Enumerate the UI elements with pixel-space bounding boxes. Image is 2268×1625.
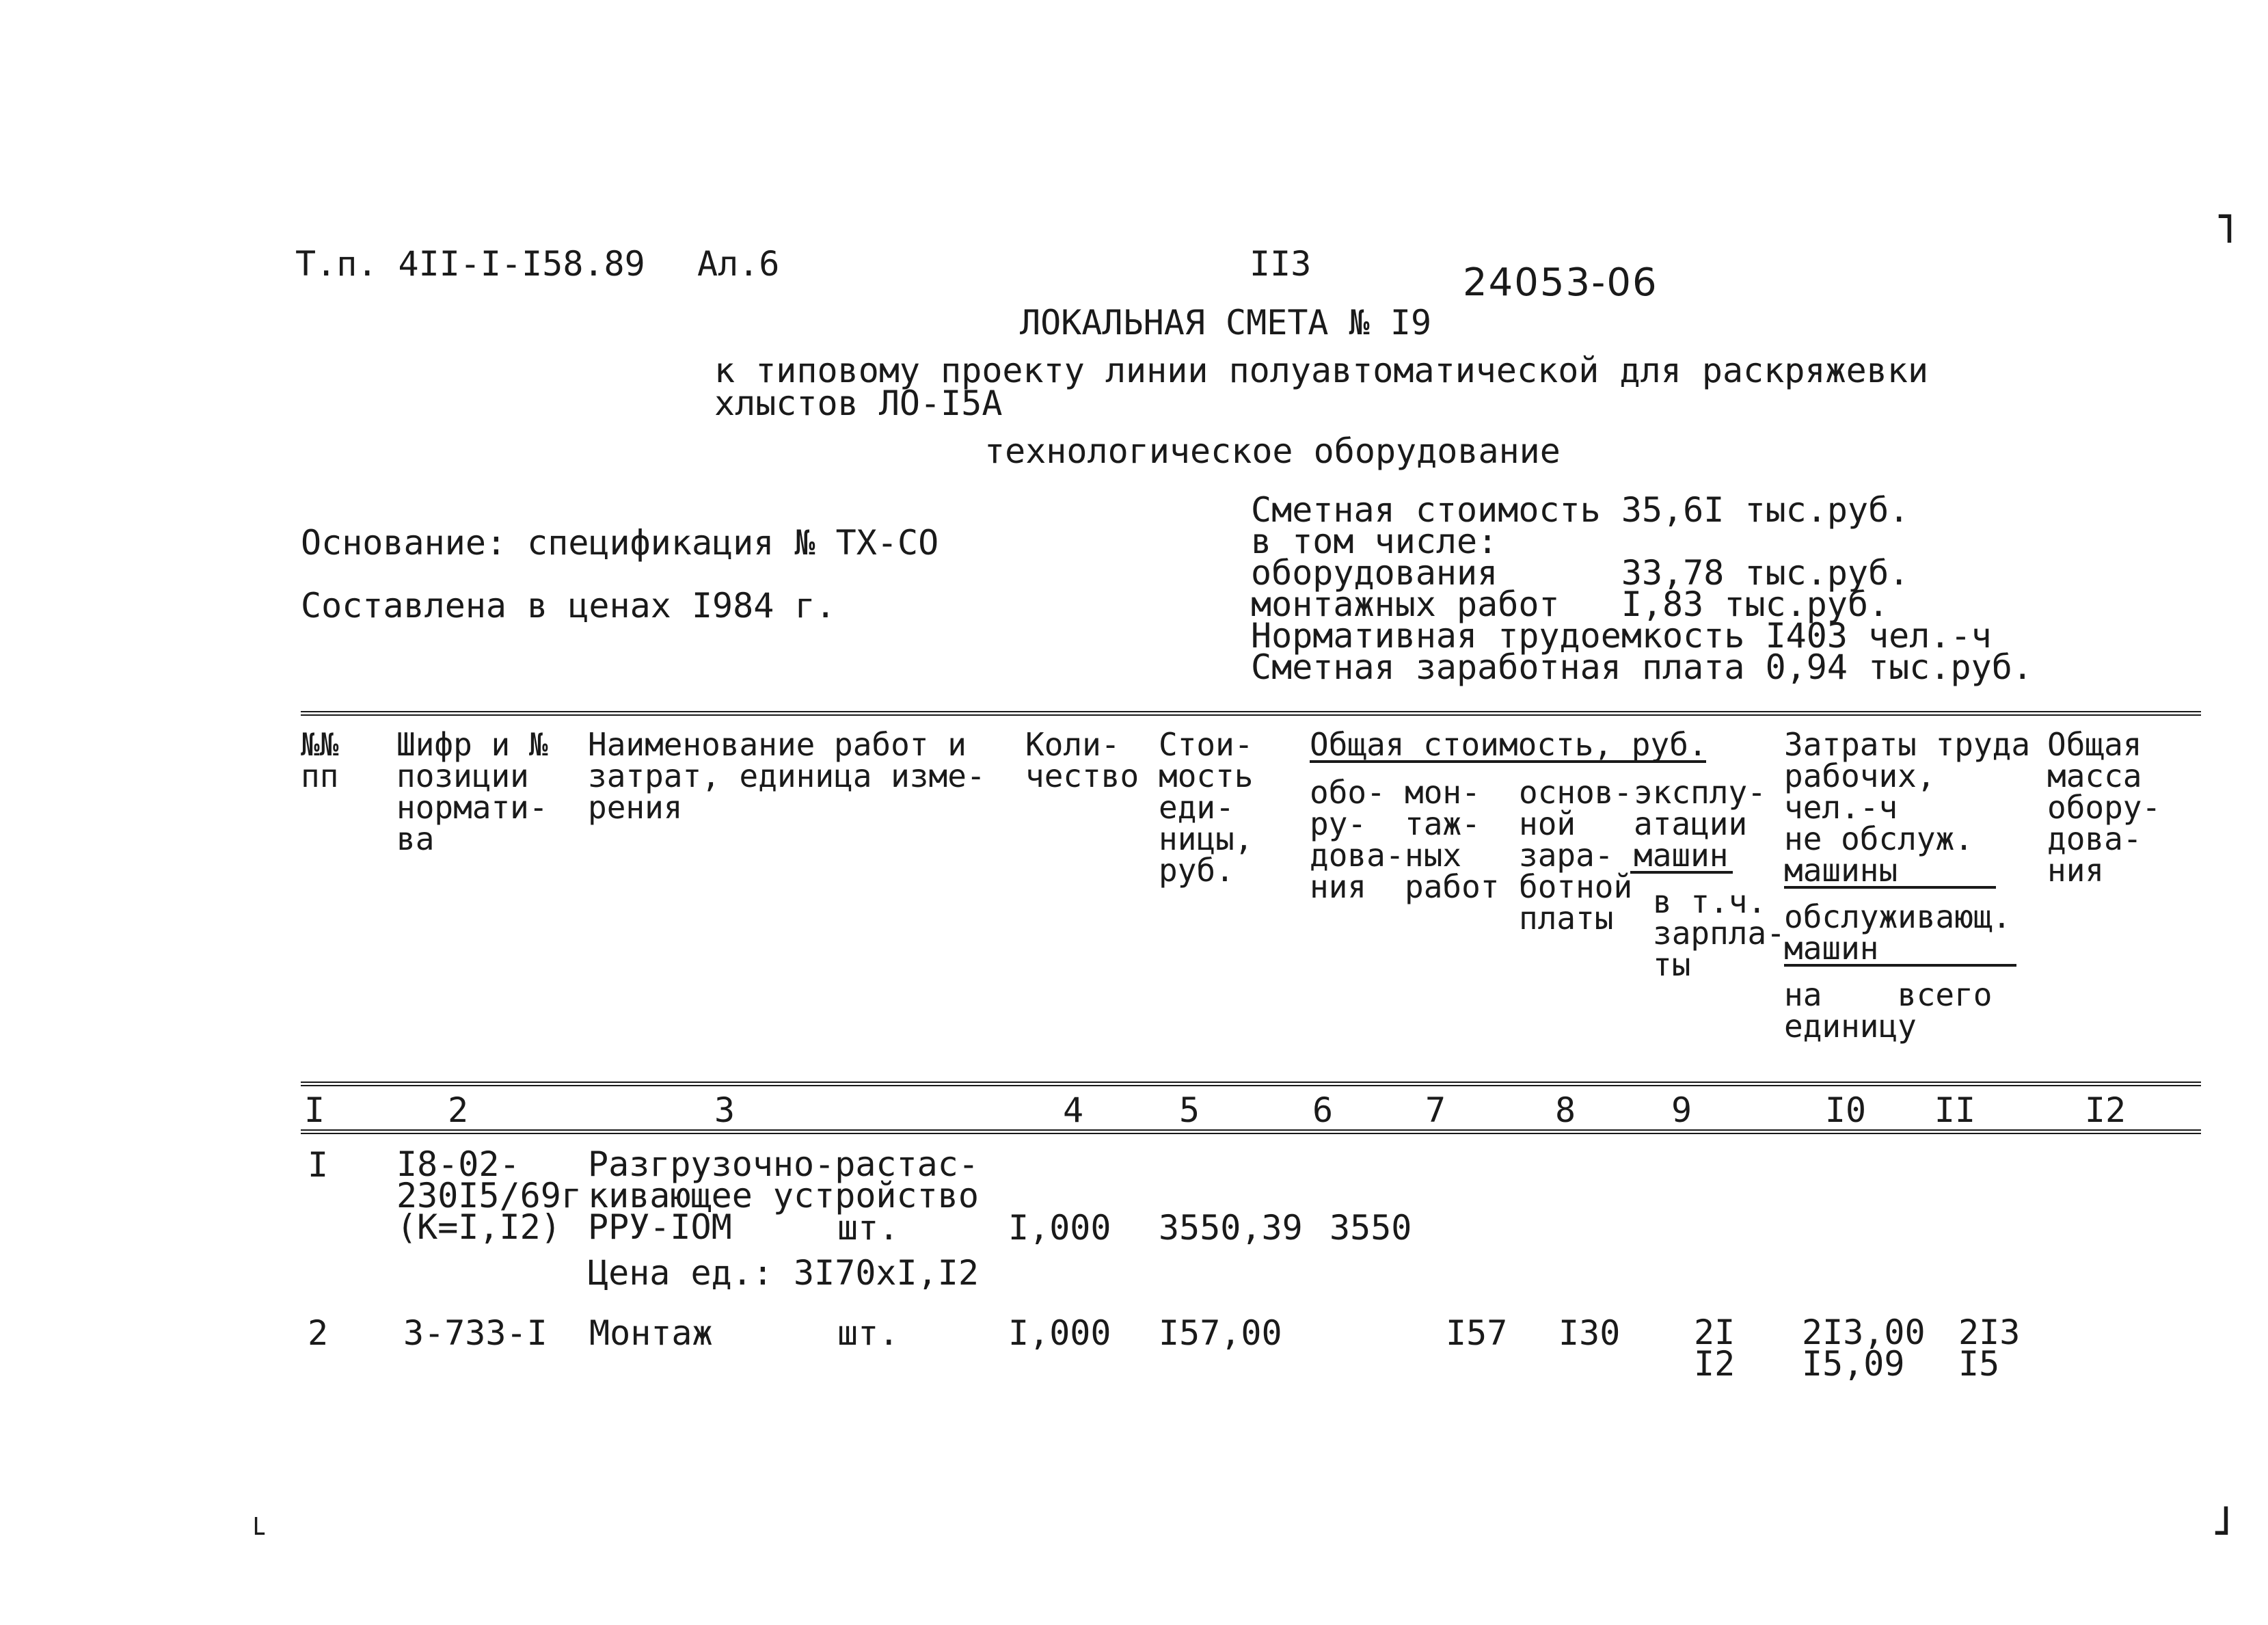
header-labor-total: всего xyxy=(1898,976,1993,1013)
row-unit-cost: I57,00 xyxy=(1159,1313,1282,1353)
header-name: Наименование работ и затрат, единица изме- рения xyxy=(588,726,986,826)
summary-labor: Нормативная трудоемкость I403 чел.-ч xyxy=(1251,616,1992,656)
column-number: 9 xyxy=(1671,1090,1692,1130)
column-number: 5 xyxy=(1178,1090,1200,1130)
summary-equipment: оборудования 33,78 тыс.руб. xyxy=(1251,553,1910,593)
header-labor: Затраты труда рабочих, чел.-ч не обслуж. xyxy=(1784,726,2031,857)
document-reference: Т.п. 4II-I-I58.89 xyxy=(295,244,645,284)
section-title: технологическое оборудование xyxy=(984,431,1561,471)
labor-machines-underline xyxy=(1784,886,1996,889)
column-number: 6 xyxy=(1312,1090,1334,1130)
column-numbers-rule xyxy=(301,1129,2201,1134)
album-number: Ал.6 xyxy=(697,244,780,284)
row-number: I xyxy=(308,1145,329,1185)
row-equipment-cost: 3550 xyxy=(1329,1208,1412,1248)
column-number: 2 xyxy=(447,1090,469,1130)
estimate-subtitle: к типовому проекту линии полуавтоматической для раскряжевки хлыстов ЛО-I5А xyxy=(714,351,1929,423)
row-base-wage: I30 xyxy=(1558,1313,1621,1353)
row-name: Монтаж xyxy=(589,1313,713,1353)
table-top-rule xyxy=(301,711,2201,716)
header-bottom-rule xyxy=(301,1082,2201,1086)
row-unit-cost: 3550,39 xyxy=(1159,1208,1303,1248)
header-labor-serving-machines: машин xyxy=(1784,930,1879,967)
column-number: 3 xyxy=(714,1090,735,1130)
header-row-number: №№ пп xyxy=(301,726,339,794)
row-labor-per-unit: 2I3,00 I5,09 xyxy=(1802,1313,1926,1384)
column-number: 8 xyxy=(1554,1090,1576,1130)
archive-stamp: 24053-06 xyxy=(1463,260,1658,305)
row-labor-total: 2I3 I5 xyxy=(1958,1313,2021,1384)
total-cost-underline xyxy=(1310,760,1706,763)
row-code: I8-02- 230I5/69г (К=I,I2) xyxy=(396,1144,582,1247)
row-number: 2 xyxy=(308,1313,329,1353)
summary-installation: монтажных работ I,83 тыс.руб. xyxy=(1251,585,1889,624)
row-machine-operation: 2I I2 xyxy=(1694,1313,1736,1384)
row-name: Разгрузочно-растас- кивающее устройство РРУ-IОМ xyxy=(588,1144,979,1247)
row-price-note: Цена ед.: 3I70хI,I2 xyxy=(588,1253,979,1293)
header-quantity: Коли- чество xyxy=(1025,726,1139,794)
column-number: II xyxy=(1934,1090,1976,1130)
corner-mark-top-right: ˥ xyxy=(2215,205,2235,253)
header-code: Шифр и № позиции нормати- ва xyxy=(396,726,548,857)
header-labor-serving: обслуживающ. xyxy=(1784,898,2012,935)
summary-including: в том числе: xyxy=(1251,522,1498,561)
estimate-title: ЛОКАЛЬНАЯ СМЕТА № I9 xyxy=(1020,303,1432,343)
header-base-wage: основ- ной зара- ботной платы xyxy=(1519,774,1633,937)
page-number: II3 xyxy=(1250,244,1312,284)
column-number: 7 xyxy=(1425,1090,1446,1130)
header-equipment: обо- ру- дова- ния xyxy=(1310,774,1405,905)
header-machine-wage: в т.ч. зарпла- ты xyxy=(1653,883,1785,983)
column-number: I2 xyxy=(2084,1090,2127,1130)
labor-serving-underline xyxy=(1784,964,2016,967)
column-number: 4 xyxy=(1062,1090,1084,1130)
header-equipment-mass: Общая масса обору- дова- ния xyxy=(2047,726,2161,889)
row-installation-cost: I57 xyxy=(1446,1313,1508,1353)
header-installation: мон- таж- ных работ xyxy=(1405,774,1500,905)
row-quantity: I,000 xyxy=(1008,1313,1111,1353)
header-unit-cost: Стои- мость еди- ницы, руб. xyxy=(1159,726,1254,889)
header-machine-operation: эксплу- атации xyxy=(1634,774,1766,842)
summary-wages: Сметная заработная плата 0,94 тыс.руб. xyxy=(1251,647,2033,687)
row-unit: шт. xyxy=(837,1208,900,1248)
header-total-cost-group: Общая стоимость, руб. xyxy=(1310,726,1707,763)
row-code: 3-733-I xyxy=(403,1313,548,1353)
machines-underline xyxy=(1630,871,1733,874)
column-number: I0 xyxy=(1824,1090,1867,1130)
column-number: I xyxy=(303,1090,325,1130)
corner-mark-bottom-right: ˩ xyxy=(2211,1497,2232,1545)
row-quantity: I,000 xyxy=(1008,1208,1111,1248)
prices-line: Составлена в ценах I984 г. xyxy=(301,586,836,626)
row-unit: шт. xyxy=(837,1313,900,1353)
basis-line: Основание: спецификация № ТХ-СО xyxy=(301,523,939,563)
header-labor-machines: машины xyxy=(1784,852,1898,889)
summary-total: Сметная стоимость 35,6I тыс.руб. xyxy=(1251,490,1910,530)
header-machine-operation-machines: машин xyxy=(1634,837,1729,874)
corner-mark-bottom-left: ˪ xyxy=(253,1497,267,1545)
header-labor-per-unit: на единицу xyxy=(1784,976,1917,1045)
